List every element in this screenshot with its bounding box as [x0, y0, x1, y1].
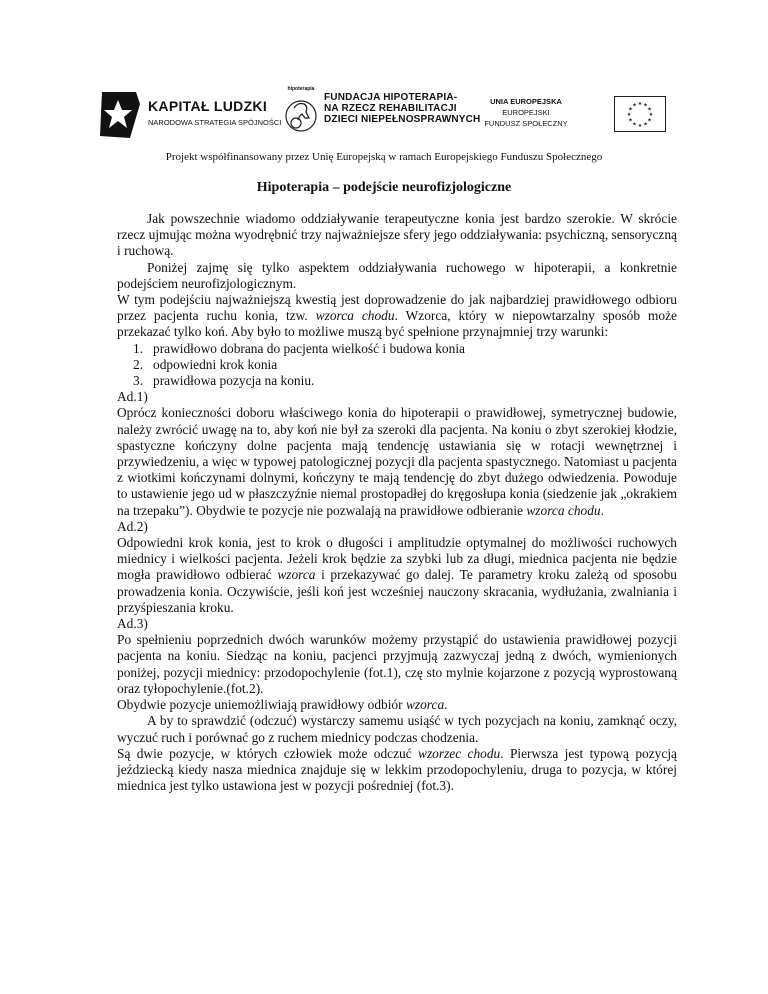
eu-line-2: EUROPEJSKI	[502, 108, 550, 117]
header-logos	[96, 86, 672, 144]
text-run: Odpowiedni krok konia, jest to krok o długości i amplitudzie optymalnej do możliwości ruchowych miednicy i wielkości pacjenta. Jeżeli krok będzie za szybki lub za długi, miednica pacjenta nie będzie mogła prawidłowo odbierać	[117, 535, 677, 583]
list-text: prawidłowa pozycja na koniu.	[153, 373, 315, 389]
list-item	[117, 357, 677, 373]
eu-line-1: UNIA EUROPEJSKA	[490, 97, 562, 106]
text-run: Oprócz konieczności doboru właściwego konia do hipoterapii o prawidłowej, symetrycznej budowie, należy zwrócić uwagę na to, aby koń nie był za szeroki dla pacjenta. Na koniu o zbyt szerokiej kłodzie, spastyczne kończyny dolne pacjenta mają tendencję ustawiania się w rotacji wewnętrznej i przywiedzeniu, a więc w typowej patologicznej pozycji dla pacjenta spastycznego. Natomiast u pacjenta z wiotkimi kończynami dolnymi, kończyny te mają tendencję do zbyt dużego odwiedzenia. Powoduje to ustawienie jego ud w płaszczyźnie niemal prostopadłej do kręgosłupa konia (siedzenie jak „okrakiem na trzepaku”). Obydwie te pozycje nie pozwalają na prawidłowe odbieranie	[117, 405, 677, 518]
project-funding-line: Projekt współfinansowany przez Unię Europejską w ramach Europejskiego Funduszu Społecznego	[165, 151, 603, 163]
svg-text:★: ★	[628, 117, 633, 124]
paragraph-scope: Poniżej zajmę się tylko aspektem oddziaływania ruchowego w hipoterapii, a konkretnie podejściem neurofizjologicznym.	[117, 259, 677, 291]
list-item	[117, 341, 677, 357]
eu-flag-icon	[614, 96, 666, 132]
italic-term: wzorzec chodu	[418, 745, 501, 761]
kapital-ludzki-logo	[96, 90, 282, 140]
paragraph-check: A by to sprawdzić (odczuć) wystarczy samemu usiąść w tych pozycjach na koniu, zamknąć oczy, wyczuć ruch i porównać go z ruchem miednicy podczas chodzenia.	[117, 713, 677, 745]
section-heading-ad1: Ad.1)	[117, 389, 148, 405]
section-heading-ad2: Ad.2)	[117, 518, 148, 534]
fundacja-line-2: NA RZECZ REHABILITACJI	[324, 103, 457, 114]
paragraph-intro: Jak powszechnie wiadomo oddziaływanie terapeutyczne konia jest bardzo szerokie. W skrócie rzecz ujmując można wyodrębnić trzy najważniejsze sfery jego oddziaływania: psychiczną, sensoryczną i ruchową.	[117, 211, 677, 259]
kapital-title: KAPITAŁ LUDZKI	[148, 98, 268, 114]
section-heading-ad3: Ad.3)	[117, 616, 148, 632]
text-run: W tym podejściu najważniejszą kwestią jest doprowadzenie do jak najbardziej prawidłowego odbioru przez pacjenta ruchu konia, tzw.	[117, 292, 677, 324]
fundacja-logo	[284, 86, 484, 144]
paragraph-two-positions	[117, 746, 677, 795]
text-run: .	[444, 697, 448, 713]
svg-text:★: ★	[647, 106, 652, 113]
paragraph-ad1	[117, 405, 677, 518]
svg-text:★: ★	[647, 117, 652, 124]
list-number: 3.	[133, 373, 144, 389]
paragraph-both-positions	[117, 697, 677, 713]
text-run: i przekazywać go dalej. Te parametry kroku zależą od sposobu prowadzenia konia. Oczywiście, jeśli koń jest wcześniej nauczony skracania, wydłużania, zwalniania i przyśpieszania kroku.	[117, 567, 677, 615]
svg-text:★: ★	[626, 112, 632, 118]
page-title: Hipoterapia – podejście neurofizjologiczne	[256, 180, 512, 195]
list-text: odpowiedni krok konia	[153, 356, 278, 372]
italic-term: wzorca chodu	[526, 502, 601, 518]
hipoterapia-small-label: hipoterapia	[287, 86, 315, 92]
svg-text:★: ★	[637, 123, 643, 129]
eu-text	[476, 96, 576, 129]
eu-line-3: FUNDUSZ SPOŁECZNY	[484, 119, 568, 128]
list-item	[117, 373, 677, 389]
text-run: . Pierwsza jest typową pozycją jeździecką kiedy nasza miednica znajduje się w lekkim przodopochyleniu, druga to pozycja, w której miednica jest tylko ustawiona jest w pozycji pośredniej (fot.3).	[117, 745, 677, 794]
text-run: Są dwie pozycje, w których człowiek może odczuć	[117, 745, 419, 761]
svg-text:★: ★	[632, 121, 637, 128]
text-run: .	[600, 502, 604, 518]
fundacja-line-3: DZIECI NIEPEŁNOSPRAWNYCH	[324, 114, 481, 125]
list-number: 2.	[133, 356, 144, 372]
document-body	[117, 211, 677, 794]
italic-term: wzorca	[405, 697, 445, 713]
text-run: . Wzorca, który w niepowtarzalny sposób może przekazać tylko koń. Aby było to możliwe muszą być spełnione przynajmniej trzy warunki:	[117, 308, 677, 340]
svg-text:★: ★	[628, 106, 633, 113]
svg-text:★: ★	[643, 102, 648, 109]
horse-wheelchair-icon	[284, 94, 318, 134]
text-run: Obydwie pozycje uniemożliwiają prawidłowy odbiór	[117, 697, 406, 713]
list-text: prawidłowo dobrana do pacjenta wielkość i budowa konia	[153, 340, 465, 356]
italic-term: wzorca	[277, 567, 316, 583]
kapital-ludzki-star-icon	[96, 90, 142, 140]
svg-text:★: ★	[632, 102, 637, 109]
svg-text:★: ★	[643, 121, 648, 128]
fundacja-line-1: FUNDACJA HIPOTERAPIA-	[324, 92, 458, 103]
paragraph-ad3: Po spełnieniu poprzednich dwóch warunków możemy przystąpić do ustawienia prawidłowej pozycji pacjenta na koniu. Siedząc na koniu, pacjenci przyjmują zazwyczaj jedną z dwóch, wymienionych poniżej, pozycji miednicy: przodopochylenie (fot.1), czę sto mylnie kojarzone z pozycją wyprostowaną oraz tyłopochylenie.(fot.2).	[117, 632, 677, 696]
paragraph-approach	[117, 292, 677, 341]
kapital-subtitle: NARODOWA STRATEGIA SPÓJNOŚCI	[148, 118, 282, 127]
list-number: 1.	[133, 340, 144, 356]
svg-text:★: ★	[648, 112, 654, 118]
paragraph-ad2	[117, 535, 677, 616]
eu-logo	[476, 96, 672, 144]
italic-term: wzorca chodu	[315, 308, 395, 324]
svg-text:★: ★	[637, 101, 643, 107]
